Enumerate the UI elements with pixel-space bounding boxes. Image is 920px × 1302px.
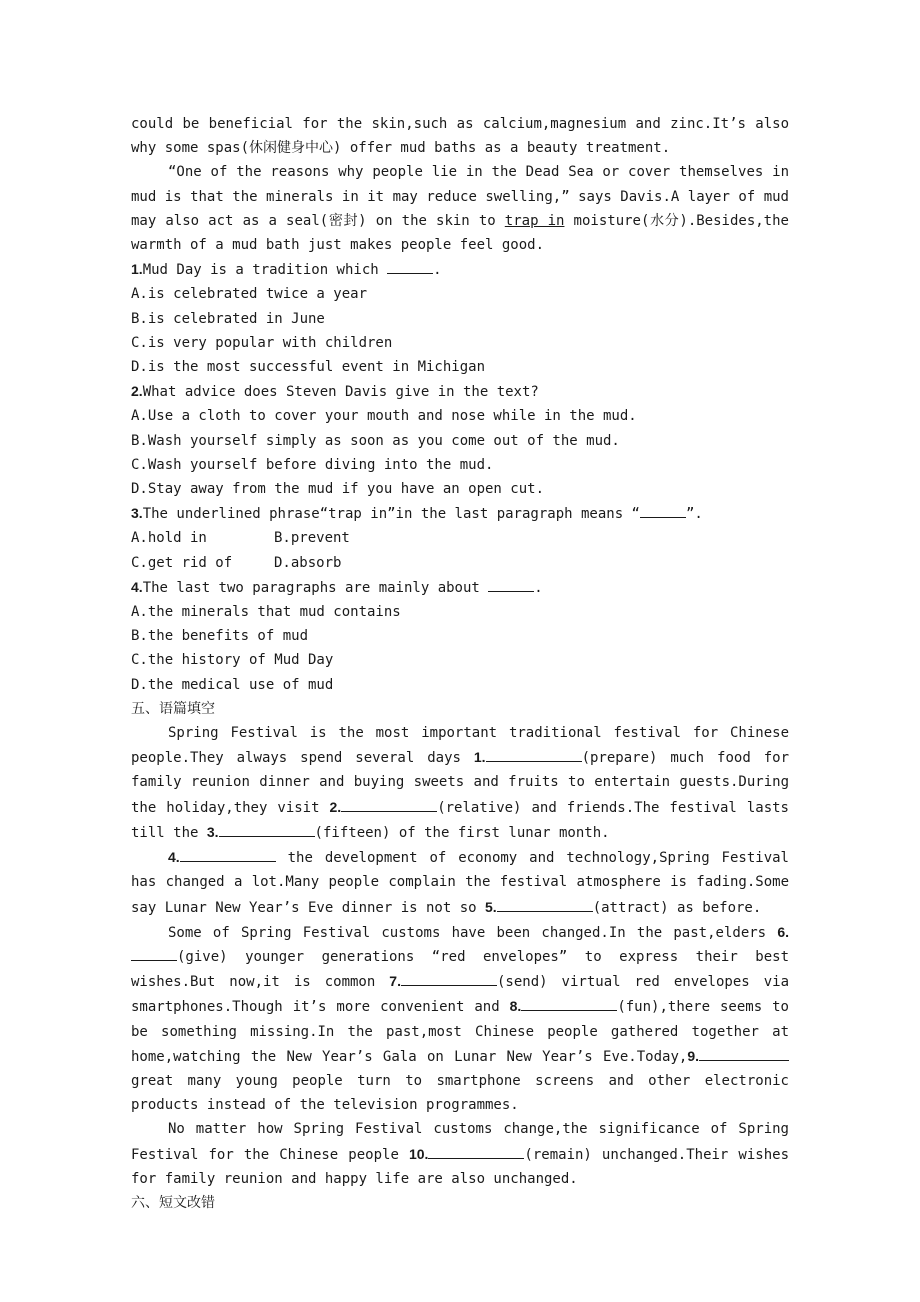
blank-number: 10. [408, 1145, 429, 1162]
fill-blank[interactable] [497, 897, 593, 912]
option[interactable]: D.absorb [274, 554, 342, 571]
cloze-text: the development of economy and technology,Spring Festival has changed a lot.Many people complain the festival atmosphere is fading.Some say Lunar New Year’s Eve dinner is not so [131, 850, 789, 916]
blank-number: 6. [777, 923, 789, 940]
fill-blank[interactable] [219, 822, 315, 837]
fill-blank[interactable] [428, 1144, 524, 1159]
cloze-paragraph [131, 1117, 789, 1191]
option-row [131, 526, 789, 550]
question-number: 3. [131, 505, 143, 522]
cloze-text: (fifteen) of the first lunar month. [314, 824, 610, 841]
option[interactable]: B.Wash yourself simply as soon as you come out of the mud. [131, 432, 620, 449]
cloze-text: Spring Festival is the most important traditional festival for Chinese people.They always spend several days [131, 725, 789, 767]
passage-text: moisture(水分).Besides,the warmth of a mud bath just makes people feel good. [131, 212, 789, 254]
option[interactable]: C.the history of Mud Day [131, 652, 334, 669]
option[interactable]: C.get rid of [131, 554, 233, 571]
fill-blank[interactable] [180, 847, 276, 862]
question-text: The underlined phrase“trap in”in the last paragraph means “ [142, 506, 640, 523]
question-text-end: ”. [685, 506, 703, 523]
question-stem [131, 575, 789, 600]
option-row [131, 551, 789, 575]
blank-number: 8. [509, 998, 522, 1015]
option[interactable]: A.the minerals that mud contains [131, 604, 401, 621]
cloze-text: great many young people turn to smartphone screens and other electronic products instead of the television programmes. [131, 1072, 789, 1114]
cloze-paragraph [131, 920, 789, 1118]
question-3 [131, 501, 789, 575]
option[interactable]: A.Use a cloth to cover your mouth and nose while in the mud. [131, 408, 637, 425]
fill-blank[interactable] [341, 797, 437, 812]
passage-text: “One of the reasons why people lie in the Dead Sea or cover themselves in mud is that the minerals in it may reduce swelling,” says Davis.A layer of mud may also act as a seal(密封) on the skin to [131, 164, 789, 229]
blank-number: 4. [168, 849, 180, 866]
option[interactable]: C.Wash yourself before diving into the mud. [131, 456, 494, 473]
fill-blank[interactable] [401, 971, 497, 986]
question-text-end: . [534, 579, 543, 596]
cloze-text: (prepare) much food for family reunion dinner and buying sweets and fruits to entertain guests.During the holiday,they visit [131, 750, 789, 816]
cloze-paragraph [131, 845, 789, 920]
fill-blank[interactable] [699, 1046, 789, 1061]
cloze-paragraph [131, 721, 789, 845]
cloze-text: Some of Spring Festival customs have been changed.In the past,elders [168, 924, 778, 941]
option[interactable]: B.the benefits of mud [131, 628, 309, 645]
cloze-text: (remain) unchanged.Their wishes for family reunion and happy life are also unchanged. [131, 1146, 790, 1187]
answer-blank[interactable] [640, 503, 686, 518]
blank-number: 1. [473, 749, 486, 766]
cloze-text: (fun),there seems to be something missing.In the past,most Chinese people gathered together at home,watching the New Year’s Gala on Lunar New Year’s Eve.Today, [131, 999, 789, 1065]
passage-paragraph: could be beneficial for the skin,such as calcium,magnesium and zinc.It’s also why some spas(休闲健身中心) offer mud baths as a beauty treatment. [131, 116, 789, 157]
question-stem [131, 257, 789, 282]
question-2 [131, 379, 789, 501]
option[interactable]: D.the medical use of mud [131, 676, 334, 693]
option[interactable]: D.is the most successful event in Michigan [131, 359, 486, 376]
blank-number: 3. [206, 823, 219, 840]
question-stem [131, 501, 789, 526]
question-number: 4. [131, 578, 143, 595]
question-text: Mud Day is a tradition which [142, 262, 388, 279]
cloze-text: No matter how Spring Festival customs change,the significance of Spring Festival for the Chinese people [131, 1121, 789, 1163]
answer-blank[interactable] [488, 577, 534, 592]
section-heading: 六、短文改错 [131, 1194, 215, 1211]
question-text-end: . [433, 262, 442, 279]
question-1 [131, 257, 789, 379]
option[interactable]: D.Stay away from the mud if you have an open cut. [131, 481, 545, 498]
blank-number: 5. [485, 898, 497, 915]
blank-number: 9. [687, 1047, 699, 1064]
option[interactable]: C.is very popular with children [131, 334, 393, 351]
option[interactable]: B.prevent [274, 530, 350, 547]
option[interactable]: A.is celebrated twice a year [131, 286, 368, 303]
fill-blank[interactable] [486, 747, 582, 762]
option[interactable]: B.is celebrated in June [131, 310, 325, 327]
blank-number: 2. [329, 798, 342, 815]
cloze-text: (attract) as before. [592, 899, 762, 916]
question-text: The last two paragraphs are mainly about [142, 579, 489, 596]
document-page [131, 112, 789, 1215]
question-text: What advice does Steven Davis give in the text? [142, 384, 539, 401]
cloze-text: (send) virtual red envelopes via smartphones.Though it’s more convenient and [131, 974, 789, 1016]
fill-blank[interactable] [521, 996, 617, 1011]
blank-number: 7. [389, 973, 401, 990]
question-stem [131, 379, 789, 404]
question-number: 2. [131, 383, 143, 400]
question-4 [131, 575, 789, 697]
cloze-text: (relative) and friends.The festival lasts till the [131, 799, 789, 841]
answer-blank[interactable] [387, 259, 433, 274]
passage-paragraph [131, 160, 789, 257]
question-number: 1. [131, 261, 143, 278]
option[interactable]: A.hold in [131, 530, 207, 547]
cloze-text: (give) younger generations “red envelopes” to express their best wishes.But now,it is common [131, 948, 789, 991]
section-heading: 五、语篇填空 [131, 700, 215, 717]
fill-blank[interactable] [131, 946, 177, 961]
underlined-phrase: trap in [504, 212, 565, 229]
